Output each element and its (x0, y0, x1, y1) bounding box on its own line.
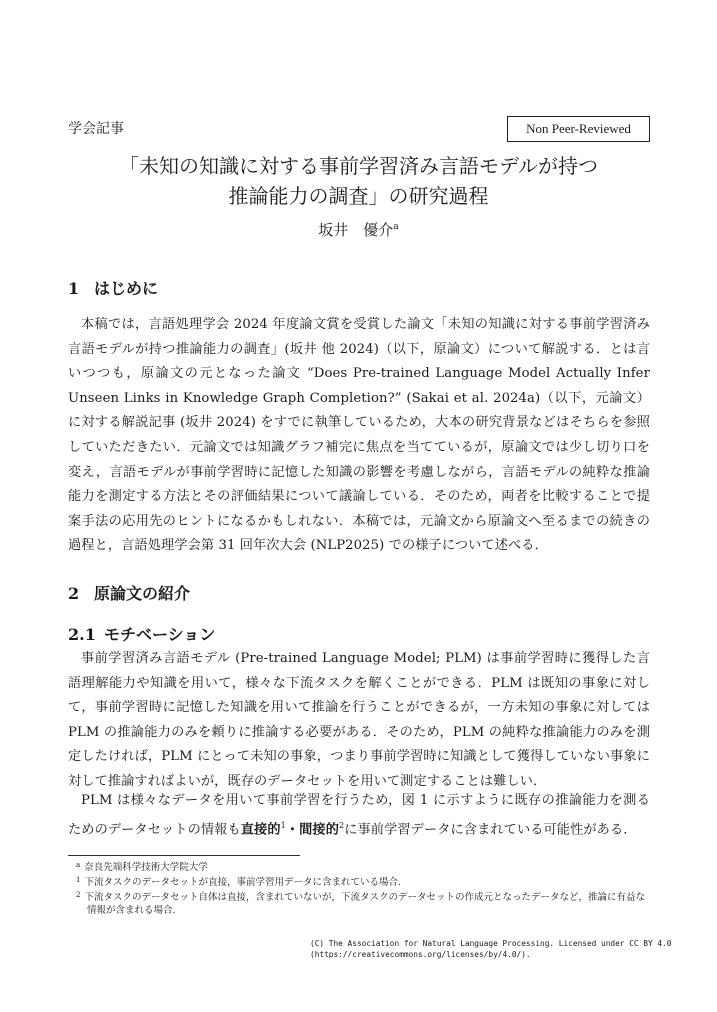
footnote-divider (68, 855, 300, 856)
footnote-ref-1: 1 (280, 820, 286, 830)
term-separator: ・ (285, 821, 300, 837)
plm-text-b: に事前学習データに含まれている可能性がある． (344, 821, 637, 837)
section-number: 1 (68, 279, 80, 298)
footnote-text: 下流タスクのデータセットが直接，事前学習用データに含まれている場合. (84, 877, 401, 888)
section-heading-intro (68, 276, 158, 299)
footnote-affiliation (76, 859, 651, 874)
footnote-ref-2: 2 (339, 820, 345, 830)
footnote-1 (76, 874, 651, 889)
title-line-1: 「未知の知識に対する事前学習済み言語モデルが持つ (119, 154, 598, 178)
indirect-term: 間接的 (299, 821, 339, 837)
footnote-text: 奈良先端科学技術大学院大学 (84, 862, 208, 873)
plm-paragraph (68, 789, 650, 843)
review-status-badge: Non Peer-Reviewed (507, 116, 650, 142)
subsection-heading-motivation (68, 622, 215, 645)
footnote-2 (76, 889, 651, 917)
author-affiliation-mark: a (393, 222, 399, 232)
paper-title (60, 151, 657, 211)
section-title: 原論文の紹介 (94, 584, 191, 603)
license-notice (310, 938, 671, 960)
footnote-mark: a (76, 861, 81, 869)
footnotes (76, 859, 651, 917)
section-title: はじめに (94, 279, 159, 298)
subsection-title: モチベーション (104, 625, 216, 644)
author-name: 坂井 優介 (318, 221, 394, 239)
footnote-mark: 2 (76, 891, 81, 899)
article-category: 学会記事 (68, 121, 124, 137)
license-line-2: (https://creativecommons.org/licenses/by/4.0/). (310, 950, 531, 959)
license-line-1: (C) The Association for Natural Language Processing. Licensed under CC BY 4.0 (310, 939, 672, 948)
direct-term: 直接的 (240, 821, 281, 837)
plm-text-a: PLM は様々なデータを用いて事前学習を行うため，図 1 に示すように既存の推論能力を測るためのデータセットの情報も (68, 793, 650, 837)
intro-paragraph: 本稿では，言語処理学会 2024 年度論文賞を受賞した論文「未知の知識に対する事前学習済み言語モデルが持つ推論能力の調査」(坂井 他 2024)（以下，原論文）について解説する．とは言いつつも，原論文の元となった論文 “Does Pre-trained Language Model Actually Infer Unseen Links in Knowledge Graph Completion?” (Sakai et al. 2024a)（以下，元論文）に対する解説記事 (坂井 2024) をすでに執筆しているため，大本の研究背景などはそちらを参照していただきたい．元論文では知識グラフ補完に焦点を当てているが，原論文では少し切り口を変え，言語モデルが事前学習時に記憶した知識の影響を考慮しながら，言語モデルの純粋な推論能力を測定する方法とその評価結果について議論している．そのため，両者を比較することで提案手法の応用先のヒントになるかもしれない．本稿では，元論文から原論文へ至るまでの続きの過程と，言語処理学会第 31 回年次大会 (NLP2025) での様子について述べる． (68, 317, 650, 554)
footnote-text: 下流タスクのデータセット自体は直接，含まれていないが，下流タスクのデータセットの作成元となったデータなど，推論に有益な情報が含まれる場合. (84, 892, 645, 916)
section-number: 2 (68, 584, 80, 603)
footnote-mark: 1 (76, 876, 81, 884)
title-line-2: 推論能力の調査」の研究過程 (228, 184, 489, 208)
section-heading-original-paper (68, 581, 190, 604)
subsection-number: 2.1 (68, 625, 96, 644)
motivation-paragraph: 事前学習済み言語モデル (Pre-trained Language Model; PLM) は事前学習時に獲得した言語理解能力や知識を用いて，様々な下流タスクを解くことができる．PLM は既知の事象に対して，事前学習時に記憶した知識を用いて推論を行うことができるが，一方未知の事象に対してはPLM の推論能力のみを頼りに推論する必要がある．そのため，PLM の純粋な推論能力のみを測定したければ，PLM にとって未知の事象，つまり事前学習時に知識として獲得していない事象に対して推論すればよいが，既存のデータセットを用いて測定することは難しい． (68, 651, 650, 789)
author (60, 219, 657, 240)
